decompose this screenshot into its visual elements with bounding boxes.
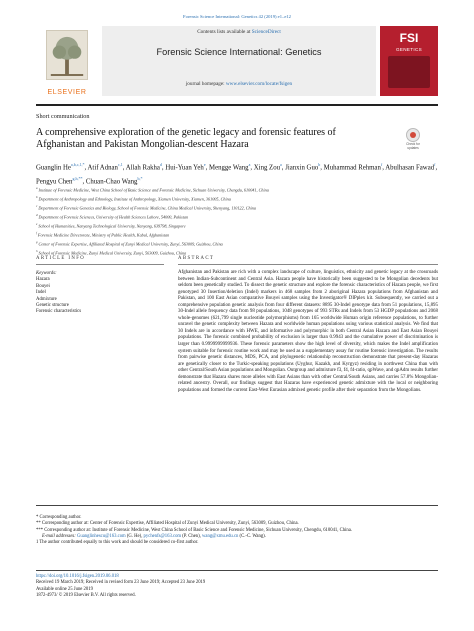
elsevier-logo[interactable] [36, 26, 98, 96]
author-affiliation-marker: g,h,** [72, 175, 83, 181]
author-name[interactable]: Mengge Wang [209, 164, 249, 172]
article-type: Short communication [36, 113, 90, 120]
affiliation-text: Forensic Medicine Directorate, Ministry of Public Health, Kabul, Afghanistan [36, 232, 170, 238]
affiliation [36, 212, 438, 221]
abstract-text: Afghanistan and Pakistan are rich with a complex landscape of culture, linguistics, ethnicity and genetic legacy at the crossroads between Indian-Subcontinent and Central Asia. Hazara people have historically been suggested to be Mongolian decedents but seldom been genetically studied. To dissect the genetic structure and explore the forensic characteristics of Hazara people, we first genotyped 30 Insertion/deletion (Indel) markers in 468 samples from 2 aboriginal Hazara populations from Afghanistan and Pakistan, and 100 East Asian comparative Bouyei samples using the Investigator® DIPplex kit. Subsequently, we carried out a comprehensive population genetic analysis from four different datasets: 8895 30-Indel genotype data from 51 populations, 15,895 30-Indel allele frequency data from 98 populations, 1048 genotypes of 993 STRs and Indels from 53 HGDP populations and 2068 whole-genomes (621,799 single nucleotide polymorphisms) from 165 worldwide Human origin reference populations, to further unravel the genetic complexity between Hazara and worldwide human populations using various statistical analysis. We find that 30 Indels are in accordance with HWE, and informative and polymorphic in both Central Asian Hazara and East Asian Bouyei populations. The forensic combined probability of exclusion is larger than 0.9943 and the cumulative power of discrimination is larger than 0.9999999999936. These forensic parameters show the high level of diversity, which makes the Indel amplification system suitable for forensic routine work and may be used as a supplementary assay for routine forensic investigation. The results from pairwise genetic distances, MDS, PCA, and phylogenetic relationship reconstruction demonstrate that present-day Hazaras are genetically closer to the Turkic-speaking populations (Uyghur, Kazakh, and Kyrgyz) residing in northwest China than with other Central/South Asian populations and Mongolian. Outgroup and admixture f3, f4, f4-ratio, qpWave, and qpAdm results further demonstrate that Hazara shares more alleles with East Asians than with other Central/South Asians, and carries 57.8% Mongolian-related ancestry. Overall, our findings suggest that Hazaras have experienced genetic admixture with the local or neighboring populations and formed the current East-West Eurasian admixed genetic profile after their separation from the Mongolians. [178, 270, 439, 393]
article-info-heading: ARTICLE INFO [36, 256, 86, 261]
author-affiliation-marker: a [280, 162, 282, 167]
keywords-heading: Keywords: [36, 271, 57, 276]
sciencedirect-link[interactable]: ScienceDirect [251, 29, 281, 35]
paper-title: A comprehensive exploration of the genetic legacy and forensic features of Afghanistan and Pakistan Mongolian-descent Hazara [36, 127, 336, 150]
publication-info [36, 574, 438, 599]
author-list: Guanglin $He^{a,b,c,1,*}$, Atif Adnan$^{c,1}$, Allah Rakha$^d$, Hui-Yuan Yeh$^e$, Mengge Wang$^a$, Xing Zou$^a$, Jianxin Guo$^b$, Muhammad Rehman$^f$, Abulhasan Fawad$^f$, Pengyu Chen$^{g,h,**}$, Chuan-Chao Wang$^{b,*}$ [36, 162, 438, 185]
article-info-rule [36, 264, 164, 265]
keyword: Forensic characteristics [36, 309, 82, 315]
author-name[interactable]: Chuan-Chao Wang [85, 177, 138, 185]
affiliation-text: Department of Anthropology and Ethnology, Institute of Anthropology, Xiamen University, Xiamen, 361005, China [37, 196, 231, 202]
affiliation-text: Center of Forensic Expertise, Affiliated Hospital of Zunyi Medical University, Zunyi, 563009, Guizhou, China [37, 241, 223, 247]
email-wang-label: (C.-C. Wang). [238, 533, 266, 539]
footnote-divider [36, 505, 438, 506]
received-dates: Received 19 March 2019; Received in revised form 23 June 2019; Accepted 23 June 2019 [36, 580, 206, 586]
author-name[interactable]: Pengyu Chen [36, 177, 73, 185]
author-affiliation-marker: b,* [137, 175, 143, 181]
author-name[interactable]: Allah Rakha [125, 164, 160, 172]
elsevier-wordmark: ELSEVIER [47, 89, 87, 96]
footnote-corresponding: * Corresponding author. [36, 515, 82, 520]
email-link-chen[interactable]: pychenfs@163.com [143, 533, 182, 539]
journal-header [36, 26, 438, 96]
affiliation-text: Department of Forensic Genetics and Biology, School of Forensic Medicine, China Medical University, Shenyang, 110122, China [37, 205, 256, 211]
tree-logo-icon [46, 30, 88, 80]
email-link-wang[interactable]: wang@xmu.edu.cn [202, 533, 239, 539]
check-updates-label: Check for updates [406, 142, 420, 150]
author-affiliation-marker: d [159, 162, 162, 167]
author-affiliation-marker: e [203, 162, 206, 167]
affiliation-marker: g [36, 239, 38, 244]
footnote-corresponding-2: ** Corresponding author at: Center of Forensic Expertise, Affiliated Hospital of Zunyi Medical University, Zunyi, 563009, Guizhou, China. [36, 521, 299, 527]
affiliation [36, 230, 438, 239]
affiliation [36, 185, 438, 194]
author-affiliation-marker: a,b,c,1,* [70, 162, 85, 167]
affiliation-text: School of Forensic Medicine, Zunyi Medical University, Zunyi, 563009, Guizhou, China [37, 250, 187, 256]
affiliation [36, 239, 438, 248]
check-updates-icon [406, 128, 420, 142]
check-for-updates-button[interactable] [402, 128, 424, 152]
journal-cover-image[interactable] [380, 26, 438, 96]
affiliation-marker: d [36, 212, 38, 217]
cover-subtitle: GENETICS [396, 47, 422, 52]
affiliation-marker: f [36, 230, 37, 235]
affiliation-text: Department of Forensic Sciences, University of Health Sciences Lahore, 54000, Pakistan [37, 214, 189, 220]
affiliation-text: Institute of Forensic Medicine, West China School of Basic Science and Forensic Medicine, Sichuan University, Chengdu, 610041, China [37, 187, 269, 193]
online-date: Available online 25 June 2019 [36, 586, 93, 592]
affiliation-marker: a [36, 186, 38, 190]
author-affiliation-marker: a [248, 162, 251, 167]
affiliation-marker: e [36, 221, 38, 226]
affiliation-text: School of Humanities, Nanyang Technological University, Nanyang, 639798, Singapore [37, 223, 186, 229]
footnotes [36, 515, 438, 546]
cover-art [388, 56, 430, 88]
author-name[interactable]: Xing Zou [253, 164, 281, 172]
footnote-equal-contribution: 1 The author contributed equally to this work and should be considered co-first author. [36, 540, 199, 546]
homepage-prefix: journal homepage: [185, 81, 226, 87]
author-affiliation-marker: f [380, 162, 383, 167]
email-chen-label: (P. Chen), [181, 533, 203, 539]
email-link-he[interactable]: Guanglinhescu@163.com [76, 533, 126, 539]
pubinfo-divider [36, 570, 438, 571]
affiliation-list [36, 185, 438, 257]
homepage-line [102, 81, 376, 87]
author-name[interactable]: Jianxin Guo [285, 164, 319, 172]
author-name[interactable]: Guanglin He [36, 164, 71, 172]
journal-title: Forensic Science International: Genetics [156, 47, 322, 57]
cover-title: FSI [399, 31, 419, 45]
affiliation [36, 221, 438, 230]
email-he-label: (G. He), [125, 533, 144, 539]
keyword: Indel [36, 290, 46, 296]
author-affiliation-marker: b [318, 162, 321, 167]
author-name[interactable]: Muhammad Rehman [323, 164, 381, 172]
doi-link[interactable]: https://doi.org/10.1016/j.fsigen.2019.06.018 [36, 574, 119, 579]
header-divider [36, 104, 438, 106]
keyword: Genetic structure [36, 303, 69, 309]
author-name[interactable]: Hui-Yuan Yeh [165, 164, 204, 172]
affiliation [36, 194, 438, 203]
footnote-corresponding-3: *** Corresponding author at: Institute of Forensic Medicine, West China School of Basic Science and Forensic Medicine, Sichuan University, Chengdu, 610041, China. [36, 527, 352, 533]
affiliation-marker: h [36, 248, 38, 253]
copyright-line: 1872-4973/ © 2019 Elsevier B.V. All rights reserved. [36, 592, 136, 598]
keyword: Hazara [36, 277, 50, 283]
keyword: Admixture [36, 296, 57, 302]
affiliation [36, 203, 438, 212]
contents-line [102, 29, 376, 35]
author-name[interactable]: Abulhasan Fawad [385, 164, 435, 172]
header-center [102, 26, 376, 96]
abstract-rule [178, 264, 438, 265]
keywords-list [36, 277, 136, 315]
affiliation-marker: c [36, 203, 38, 208]
affiliation-marker: b [36, 194, 38, 199]
contents-prefix: Contents lists available at [197, 29, 252, 35]
email-prefix: E-mail addresses: [42, 533, 77, 539]
author-name[interactable]: Atif Adnan [87, 164, 118, 172]
author-affiliation-marker: c,1 [117, 162, 123, 167]
homepage-link[interactable]: www.elsevier.com/locate/fsigen [225, 81, 293, 87]
keyword: Bouyei [36, 283, 50, 289]
author-affiliation-marker: f [434, 162, 436, 167]
affiliation [36, 248, 438, 257]
abstract-heading: ABSTRACT [178, 256, 215, 261]
keywords-block [36, 271, 136, 316]
journal-citation[interactable]: Forensic Science International: Genetics 42 (2019) e1–e12 [183, 14, 291, 19]
